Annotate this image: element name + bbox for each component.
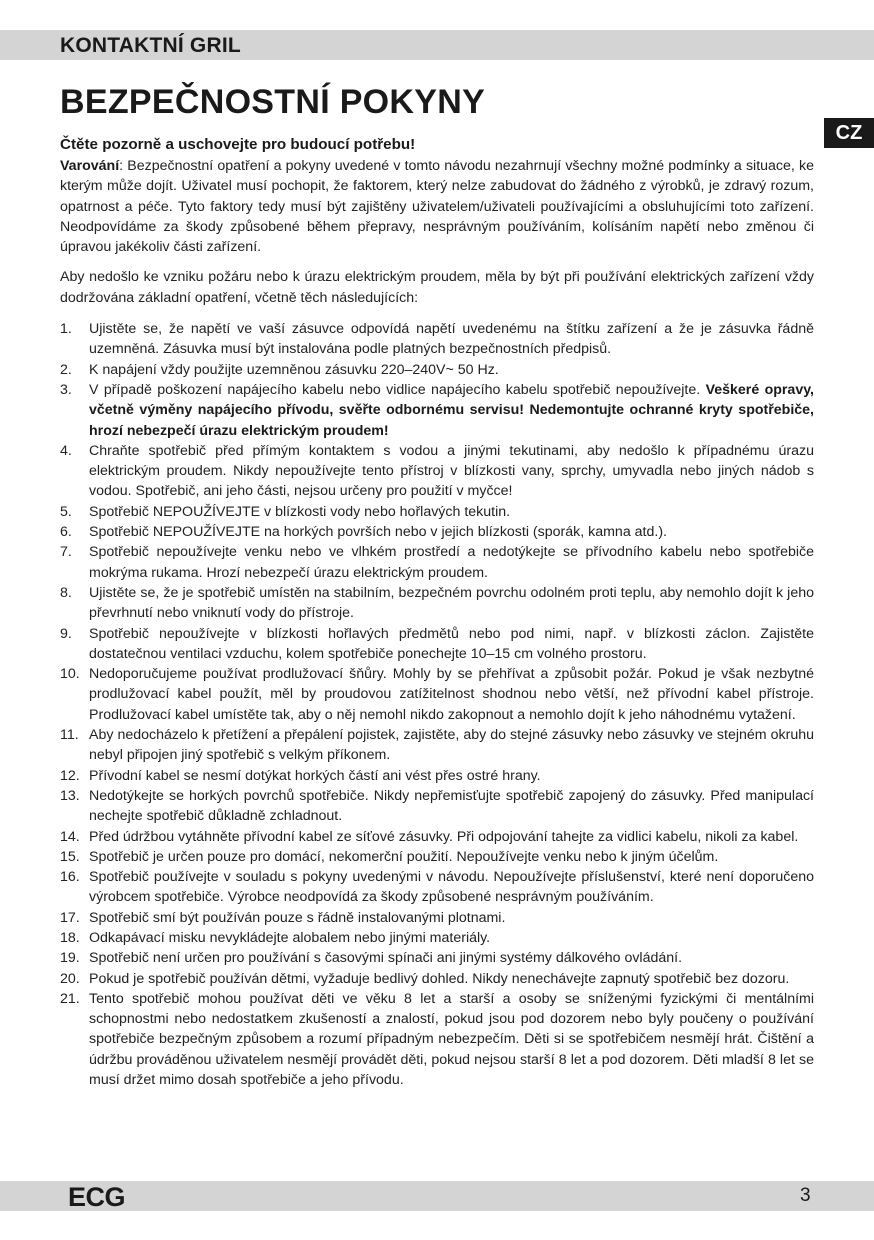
list-item <box>60 319 814 360</box>
list-item <box>60 786 814 827</box>
item-number: 14. <box>60 828 80 845</box>
list-item <box>60 360 814 380</box>
item-number: 6. <box>60 524 72 541</box>
item-text: Spotřebič nepoužívejte venku nebo ve vlhkém prostředí a nedotýkejte se přívodního kabelu nebo spotřebiče mokrýma rukama. Hrozí nebezpečí úrazu elektrickým proudem. <box>89 544 814 581</box>
list-item <box>60 502 814 522</box>
item-number: 3. <box>60 381 72 398</box>
item-number: 12. <box>60 767 80 784</box>
item-text: Spotřebič NEPOUŽÍVEJTE v blízkosti vody nebo hořlavých tekutin. <box>89 503 511 520</box>
item-text: Spotřebič NEPOUŽÍVEJTE na horkých površích nebo v jejich blízkosti (sporák, kamna atd.). <box>89 524 667 541</box>
page-number: 3 <box>800 1185 811 1206</box>
list-item <box>60 624 814 665</box>
list-item <box>60 847 814 867</box>
item-text: Spotřebič nepoužívejte v blízkosti hořlavých předmětů nebo pod nimi, např. v blízkosti záclon. Zajistěte dostatečnou ventilaci vzduchu, kolem spotřebiče ponechejte 10–15 cm volného prostoru. <box>89 625 814 662</box>
item-text: Odkapávací misku nevykládejte alobalem nebo jinými materiály. <box>89 929 491 946</box>
item-number: 5. <box>60 503 72 520</box>
item-text: K napájení vždy použijte uzemněnou zásuvku 220–240V~ 50 Hz. <box>89 361 499 378</box>
item-number: 16. <box>60 869 80 886</box>
item-number: 21. <box>60 990 80 1007</box>
language-tab: CZ <box>824 118 874 148</box>
item-number: 7. <box>60 544 72 561</box>
item-text: Ujistěte se, že napětí ve vaší zásuvce odpovídá napětí uvedenému na štítku zařízení a že je zásuvka řádně uzemněná. Zásuvka musí být instalována podle platných bezpečnostních předpisů. <box>89 321 814 358</box>
item-number: 2. <box>60 361 72 378</box>
list-item <box>60 867 814 908</box>
item-bold-text: Veškeré opravy, včetně výměny napájecího přívodu, svěřte odbornému servisu! Nedemontujte ochranné kryty spotřebiče, hrozí nebezpečí úrazu elektrickým proudem! <box>89 381 814 439</box>
item-number: 9. <box>60 625 72 642</box>
item-number: 11. <box>60 727 79 744</box>
item-text: Spotřebič je určen pouze pro domácí, nekomerční použití. Nepoužívejte venku nebo k jiným účelům. <box>89 848 719 865</box>
list-item <box>60 542 814 583</box>
item-text: Aby nedocházelo k přetížení a přepálení pojistek, zajistěte, aby do stejné zásuvky nebo zásuvky ve stejném okruhu nebyl připojen jiný spotřebič s velkým příkonem. <box>89 727 814 764</box>
item-text: Chraňte spotřebič před přímým kontaktem s vodou a jinými tekutinami, aby nedošlo k případnému úrazu elektrickým proudem. Nikdy nepoužívejte tento přístroj v blízkosti vany, sprchy, umyvadla nebo jiných nádob s vodou. Spotřebič, ani jeho části, nejsou určeny pro použití v myčce! <box>89 442 814 500</box>
item-number: 10. <box>60 666 80 683</box>
item-text: Ujistěte se, že je spotřebič umístěn na stabilním, bezpečném povrchu odolném proti teplu, aby nemohlo dojít k jeho převrhnutí nebo vniknutí vody do přístroje. <box>89 584 814 622</box>
list-item <box>60 989 814 1090</box>
ecg-logo: ECG <box>68 1182 126 1212</box>
list-item <box>60 908 814 928</box>
item-number: 19. <box>60 950 80 967</box>
list-item <box>60 380 814 441</box>
warning-label: Varování <box>60 158 120 174</box>
footer-bar <box>0 1181 874 1211</box>
safety-content <box>60 134 814 1090</box>
page-title: BEZPEČNOSTNÍ POKYNY <box>60 83 486 121</box>
item-number: 8. <box>60 584 72 601</box>
safety-rules-list <box>60 319 814 1090</box>
list-item <box>60 725 814 766</box>
list-item <box>60 441 814 502</box>
list-item <box>60 583 814 624</box>
item-number: 17. <box>60 909 80 926</box>
item-text: Spotřebič používejte v souladu s pokyny uvedenými v návodu. Nepoužívejte příslušenství, které není doporučeno výrobcem spotřebiče. Výrobce neodpovídá za škody způsobené nesprávným používáním. <box>89 869 814 906</box>
header-title: KONTAKTNÍ GRIL <box>60 34 241 57</box>
warning-paragraph <box>60 156 814 257</box>
item-number: 15. <box>60 848 80 865</box>
item-number: 1. <box>60 321 72 338</box>
warning-text: : Bezpečnostní opatření a pokyny uvedené v tomto návodu nezahrnují všechny možné podmínky a situace, ke kterým může dojít. Uživatel musí pochopit, že faktorem, který nelze zabudovat do žádného z výrobků, je zdravý rozum, opatrnost a péče. Tyto faktory tedy musí být zajištěny uživatelem/uživateli používajícími a obsluhujícími toto zařízení. Neodpovídáme za škody způsobené během přepravy, nesprávným používáním, kolísáním napětí nebo změnou či úpravou jakékoliv části zařízení. <box>60 158 814 256</box>
list-item <box>60 522 814 542</box>
item-number: 20. <box>60 970 80 987</box>
header-bar <box>0 30 874 60</box>
item-text: Přívodní kabel se nesmí dotýkat horkých částí ani vést přes ostré hrany. <box>89 767 541 784</box>
item-text-wrap <box>89 380 814 441</box>
list-item <box>60 664 814 725</box>
item-text: Pokud je spotřebič používán dětmi, vyžaduje bedlivý dohled. Nikdy nenechávejte zapnutý spotřebič bez dozoru. <box>89 970 790 987</box>
item-text: V případě poškození napájecího kabelu nebo vidlice napájecího kabelu spotřebič nepoužívejte. <box>89 381 706 398</box>
item-number: 13. <box>60 787 80 804</box>
item-text: Nedoporučujeme používat prodlužovací šňůry. Mohly by se přehřívat a způsobit požár. Pokud je však nezbytné prodlužovací kabel použít, měl by proudovou zatížitelnost shodnou nebo větší, než přívodní kabel přístroje. Prodlužovací kabel umístěte tak, aby o něj nemohl nikdo zakopnout a nemohlo dojít k jeho náhodnému vytažení. <box>89 666 814 723</box>
item-text: Tento spotřebič mohou používat děti ve věku 8 let a starší a osoby se sníženými fyzickými či mentálními schopnostmi nebo nedostatkem zkušeností a znalostí, pokud jsou pod dozorem nebo byly poučeny o používání spotřebiče bezpečným způsobem a rozumí případným nebezpečím. Děti si se spotřebičem nesmějí hrát. Čištění a údržbu prováděnou uživatelem nesmějí provádět děti, pokud nejsou starší 8 let a pod dozorem. Děti mladší 8 let se musí držet mimo dosah spotřebiče a jeho přívodu. <box>89 990 814 1089</box>
subtitle: Čtěte pozorně a uschovejte pro budoucí potřebu! <box>60 136 416 153</box>
list-item <box>60 766 814 786</box>
item-text: Před údržbou vytáhněte přívodní kabel ze síťové zásuvky. Při odpojování tahejte za vidlici kabelu, nikoli za kabel. <box>89 828 799 845</box>
intro-paragraph: Aby nedošlo ke vzniku požáru nebo k úrazu elektrickým proudem, měla by být při používání elektrických zařízení vždy dodržována základní opatření, včetně těch následujících: <box>60 269 814 306</box>
item-text: Spotřebič smí být používán pouze s řádně instalovanými plotnami. <box>89 909 506 926</box>
item-text: Nedotýkejte se horkých povrchů spotřebiče. Nikdy nepřemisťujte spotřebič zapojený do zásuvky. Před manipulací nechejte spotřebič důkladně zchladnout. <box>89 787 814 825</box>
list-item <box>60 969 814 989</box>
list-item <box>60 928 814 948</box>
list-item <box>60 948 814 968</box>
list-item <box>60 827 814 847</box>
item-number: 4. <box>60 442 72 459</box>
item-text: Spotřebič není určen pro používání s časovými spínači ani jinými systémy dálkového ovládání. <box>89 950 683 967</box>
item-number: 18. <box>60 929 80 946</box>
